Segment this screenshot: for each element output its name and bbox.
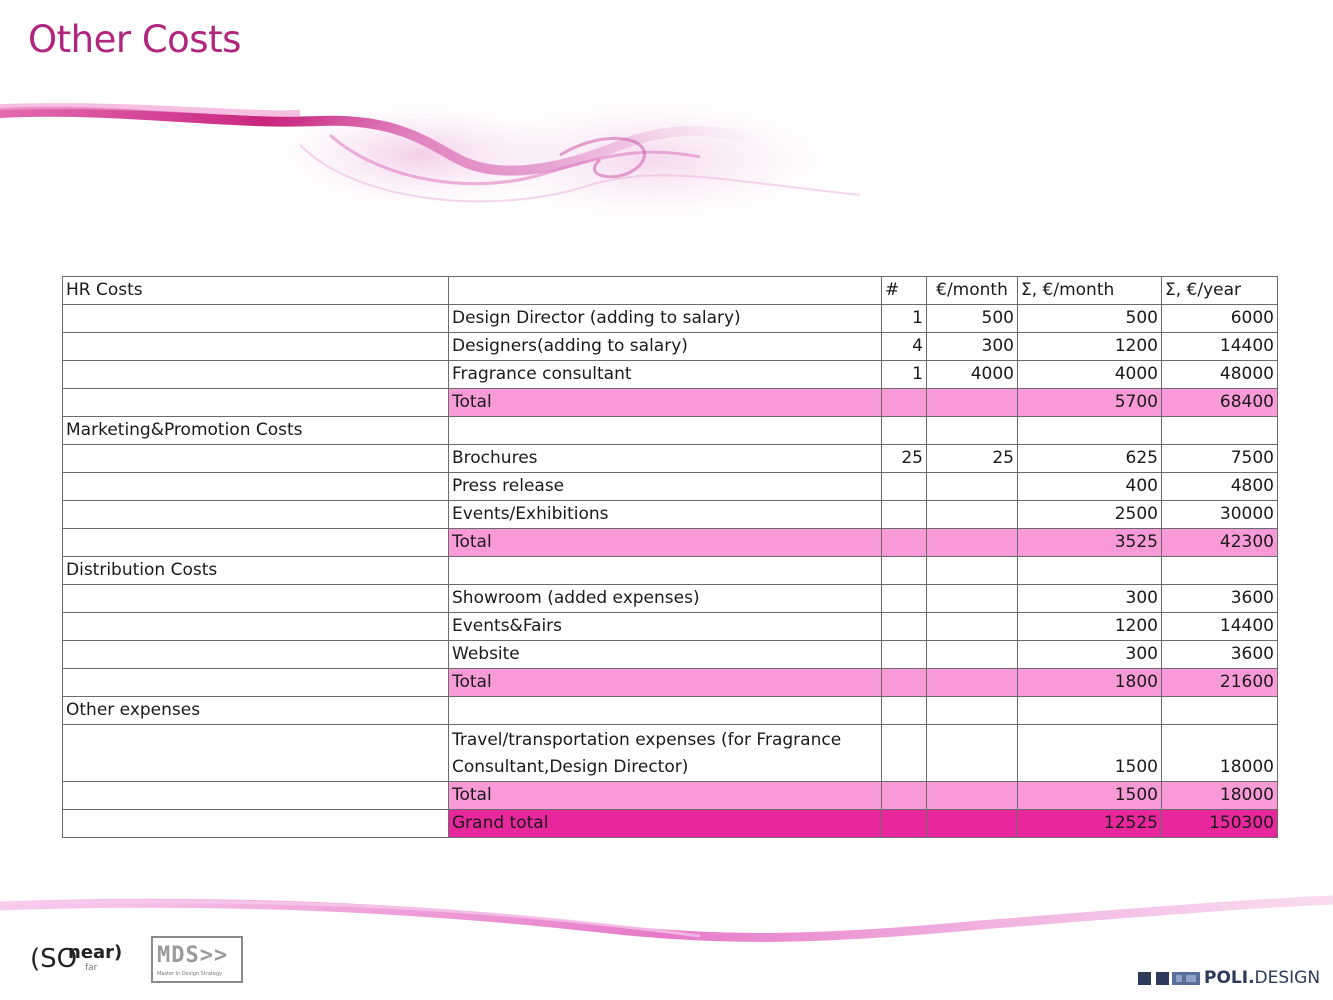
total-label: Total xyxy=(449,782,882,810)
table-cell xyxy=(63,529,449,557)
table-header-cell xyxy=(449,277,882,305)
table-cell: Design Director (adding to salary) xyxy=(449,305,882,333)
table-cell: 25 xyxy=(927,445,1018,473)
table-cell xyxy=(882,641,927,669)
table-cell xyxy=(927,641,1018,669)
table-cell xyxy=(63,333,449,361)
table-cell: 1500 xyxy=(1018,725,1162,782)
table-cell: 1200 xyxy=(1018,613,1162,641)
table-cell xyxy=(63,501,449,529)
total-row xyxy=(63,529,1278,557)
grand-total-monthly: 12525 xyxy=(1018,810,1162,838)
section-label: Distribution Costs xyxy=(63,557,449,585)
table-row xyxy=(63,305,1278,333)
table-cell: Designers(adding to salary) xyxy=(449,333,882,361)
mds-logo: MDS>> Master in Design Strategy xyxy=(151,936,243,983)
table-row xyxy=(63,585,1278,613)
table-cell: 48000 xyxy=(1162,361,1278,389)
page-title: Other Costs xyxy=(28,18,241,61)
table-cell xyxy=(927,585,1018,613)
table-cell xyxy=(927,557,1018,585)
table-cell xyxy=(882,417,927,445)
total-label: Total xyxy=(449,389,882,417)
table-cell xyxy=(927,529,1018,557)
table-cell: 7500 xyxy=(1162,445,1278,473)
table-cell: 2500 xyxy=(1018,501,1162,529)
table-cell: 3600 xyxy=(1162,641,1278,669)
section-row xyxy=(63,417,1278,445)
table-cell: 1 xyxy=(882,361,927,389)
total-monthly: 1800 xyxy=(1018,669,1162,697)
table-row xyxy=(63,333,1278,361)
total-yearly: 42300 xyxy=(1162,529,1278,557)
table-cell: 400 xyxy=(1018,473,1162,501)
costs-table xyxy=(62,276,1278,838)
table-row xyxy=(63,613,1278,641)
table-cell xyxy=(927,697,1018,725)
table-cell: 4000 xyxy=(927,361,1018,389)
total-label: Total xyxy=(449,529,882,557)
table-row xyxy=(63,445,1278,473)
table-cell: Showroom (added expenses) xyxy=(449,585,882,613)
table-cell xyxy=(63,810,449,838)
table-cell xyxy=(927,417,1018,445)
table-cell: 3600 xyxy=(1162,585,1278,613)
table-cell xyxy=(63,389,449,417)
table-row xyxy=(63,473,1278,501)
table-cell xyxy=(927,782,1018,810)
table-cell xyxy=(882,585,927,613)
table-header-row xyxy=(63,277,1278,305)
table-cell xyxy=(63,585,449,613)
table-cell: Events/Exhibitions xyxy=(449,501,882,529)
total-row xyxy=(63,669,1278,697)
table-cell xyxy=(1162,697,1278,725)
table-cell xyxy=(1162,557,1278,585)
table-cell xyxy=(63,305,449,333)
table-cell xyxy=(63,361,449,389)
table-row xyxy=(63,361,1278,389)
table-cell xyxy=(927,473,1018,501)
grand-total-row xyxy=(63,810,1278,838)
total-yearly: 18000 xyxy=(1162,782,1278,810)
table-cell xyxy=(1162,417,1278,445)
table-cell xyxy=(882,557,927,585)
grand-total-yearly: 150300 xyxy=(1162,810,1278,838)
table-cell: Press release xyxy=(449,473,882,501)
table-cell: 300 xyxy=(1018,585,1162,613)
total-yearly: 21600 xyxy=(1162,669,1278,697)
decorative-swoosh-top xyxy=(0,85,900,275)
table-cell: 300 xyxy=(927,333,1018,361)
table-cell xyxy=(927,501,1018,529)
table-cell xyxy=(1018,417,1162,445)
table-cell xyxy=(882,697,927,725)
total-monthly: 1500 xyxy=(1018,782,1162,810)
table-header-cell: €/month xyxy=(927,277,1018,305)
table-cell xyxy=(63,473,449,501)
table-cell: 4800 xyxy=(1162,473,1278,501)
table-header-cell: Σ, €/year xyxy=(1162,277,1278,305)
table-cell xyxy=(882,473,927,501)
table-cell xyxy=(449,697,882,725)
table-header-cell: Σ, €/month xyxy=(1018,277,1162,305)
table-cell xyxy=(1018,697,1162,725)
table-cell: 4 xyxy=(882,333,927,361)
table-cell xyxy=(927,613,1018,641)
table-cell: Website xyxy=(449,641,882,669)
table-cell xyxy=(882,669,927,697)
total-monthly: 3525 xyxy=(1018,529,1162,557)
table-row xyxy=(63,501,1278,529)
table-cell xyxy=(927,810,1018,838)
table-cell xyxy=(882,613,927,641)
table-cell: Travel/transportation expenses (for Fragrance Consultant,Design Director) xyxy=(449,725,882,782)
table-cell: 25 xyxy=(882,445,927,473)
section-label: Marketing&Promotion Costs xyxy=(63,417,449,445)
section-row xyxy=(63,697,1278,725)
table-cell xyxy=(1018,557,1162,585)
table-cell: 300 xyxy=(1018,641,1162,669)
total-label: Total xyxy=(449,669,882,697)
total-row xyxy=(63,782,1278,810)
table-cell: 4000 xyxy=(1018,361,1162,389)
table-cell: Fragrance consultant xyxy=(449,361,882,389)
table-row xyxy=(63,725,1278,782)
table-cell xyxy=(927,725,1018,782)
total-monthly: 5700 xyxy=(1018,389,1162,417)
table-cell xyxy=(882,782,927,810)
table-cell: 6000 xyxy=(1162,305,1278,333)
section-label: Other expenses xyxy=(63,697,449,725)
poli-squares-icon xyxy=(1138,972,1202,986)
table-cell xyxy=(63,669,449,697)
table-cell: 625 xyxy=(1018,445,1162,473)
table-cell xyxy=(63,641,449,669)
table-cell: Brochures xyxy=(449,445,882,473)
table-cell xyxy=(63,445,449,473)
table-cell: 1200 xyxy=(1018,333,1162,361)
table-cell xyxy=(63,725,449,782)
table-cell: 500 xyxy=(1018,305,1162,333)
table-cell: 30000 xyxy=(1162,501,1278,529)
grand-total-label: Grand total xyxy=(449,810,882,838)
table-cell: Events&Fairs xyxy=(449,613,882,641)
table-cell xyxy=(449,417,882,445)
table-cell xyxy=(63,782,449,810)
table-cell xyxy=(449,557,882,585)
table-header-cell: # xyxy=(882,277,927,305)
table-cell xyxy=(882,725,927,782)
table-cell xyxy=(882,389,927,417)
table-header-cell: HR Costs xyxy=(63,277,449,305)
table-cell: 1 xyxy=(882,305,927,333)
table-cell xyxy=(63,613,449,641)
table-cell xyxy=(882,810,927,838)
table-cell xyxy=(927,669,1018,697)
table-cell: 18000 xyxy=(1162,725,1278,782)
table-cell xyxy=(927,389,1018,417)
table-cell: 14400 xyxy=(1162,613,1278,641)
table-cell xyxy=(882,529,927,557)
table-cell: 14400 xyxy=(1162,333,1278,361)
table-cell xyxy=(882,501,927,529)
section-row xyxy=(63,557,1278,585)
table-row xyxy=(63,641,1278,669)
table-cell: 500 xyxy=(927,305,1018,333)
total-yearly: 68400 xyxy=(1162,389,1278,417)
total-row xyxy=(63,389,1278,417)
